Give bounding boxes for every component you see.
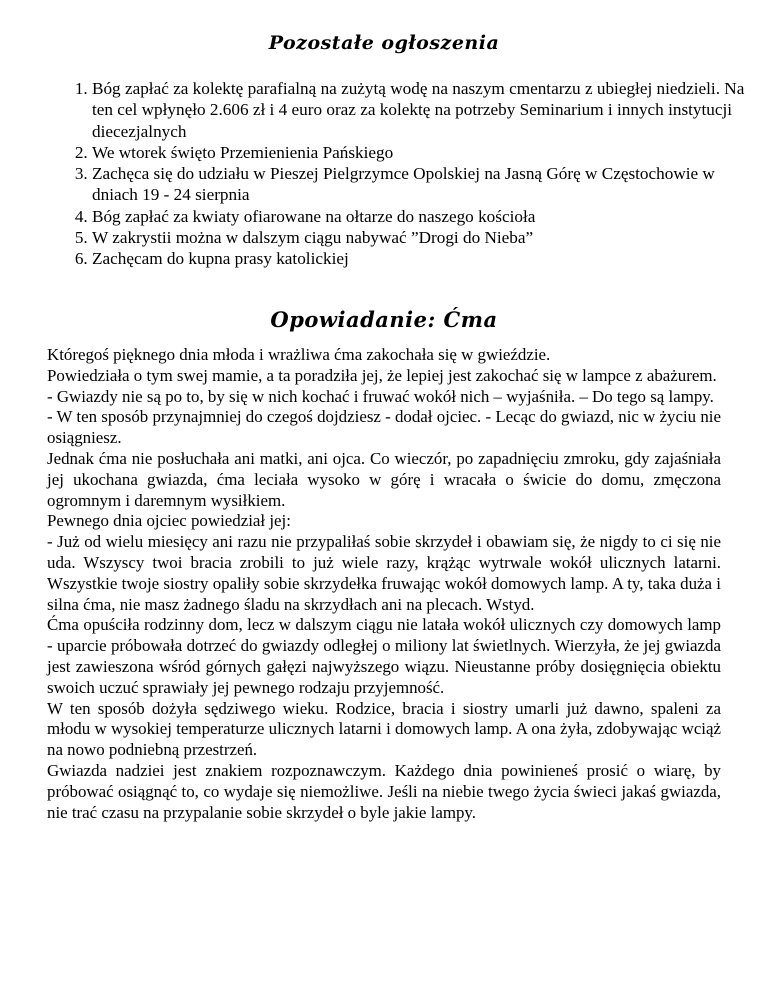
story-paragraph: - Gwiazdy nie są po to, by się w nich kochać i fruwać wokół nich – wyjaśniła. – Do tego są lampy. bbox=[47, 386, 714, 406]
list-item: 4. Bóg zapłać za kwiaty ofiarowane na ołtarze do naszego kościoła bbox=[92, 206, 756, 227]
story-paragraph: - Już od wielu miesięcy ani razu nie przypaliłaś sobie skrzydeł i obawiam się, że nigdy to ci się nie uda. Wszyscy twoi bracia zrobili to już wiele razy, krążąc wytrwale wokół ulicznych latarni. Wszystkie twoje siostry opaliły sobie skrzydełka fruwając wokół domowych lamp. A ty, taka duża i silna ćma, nie masz żadnego śladu na skrzydłach ani na plecach. Wstyd. bbox=[47, 532, 721, 614]
story-paragraph: Gwiazda nadziei jest znakiem rozpoznawczym. Każdego dnia powinieneś prosić o wiarę, by próbować osiągnąć to, co wydaje się niemożliwe. Jeśli na niebie twego życia świeci jakaś gwiazda, nie trać czasu na przypalanie sobie skrzydeł o byle jakie lampy. bbox=[47, 760, 721, 822]
story-paragraph: W ten sposób dożyła sędziwego wieku. Rodzice, bracia i siostry umarli już dawno, spaleni za młodu w wysokiej temperaturze ulicznych latarni i domowych lamp. A ona żyła, zdobywając wciąż na nowo podniebną przestrzeń. bbox=[47, 698, 721, 760]
story-paragraph: Któregoś pięknego dnia młoda i wrażliwa ćma zakochała się w gwieździe. bbox=[47, 345, 551, 364]
announcements-heading: Pozostałe ogłoszenia bbox=[268, 32, 500, 54]
list-item: 6. Zachęcam do kupna prasy katolickiej bbox=[92, 248, 756, 269]
story-heading: Opowiadanie: Ćma bbox=[270, 307, 498, 332]
story-body bbox=[47, 345, 721, 823]
story-paragraph: Powiedziała o tym swej mamie, a ta poradziła jej, że lepiej jest zakochać się w lampce z abażurem. bbox=[47, 365, 717, 385]
story-paragraph: - W ten sposób przynajmniej do czegoś dojdziesz - dodał ojciec. - Lecąc do gwiazd, nic w życiu nie osiągniesz. bbox=[47, 407, 721, 448]
story-paragraph: Ćma opuściła rodzinny dom, lecz w dalszym ciągu nie latała wokół ulicznych czy domowych lamp - uparcie próbowała dotrzeć do gwiazdy odległej o miliony lat świetlnych. Wierzyła, że jej gwiazda jest zawieszona wśród górnych gałęzi najwyższego wiązu. Nieustanne próby dosięgnięcia obiektu swoich uczuć sprawiały jej pewnego rodzaju przyjemność. bbox=[47, 615, 721, 697]
list-item: 1. Bóg zapłać za kolektę parafialną na zużytą wodę na naszym cmentarzu z ubiegłej niedzieli. Na ten cel wpłynęło 2.606 zł i 4 euro oraz za kolektę na potrzeby Seminarium i innych instytucji diecezjalnych bbox=[92, 78, 756, 142]
list-item: 5. W zakrystii można w dalszym ciągu nabywać ”Drogi do Nieba” bbox=[92, 227, 756, 248]
announcements-list bbox=[56, 78, 756, 270]
story-paragraph: Pewnego dnia ojciec powiedział jej: bbox=[47, 511, 291, 531]
list-item: 3. Zachęca się do udziału w Pieszej Pielgrzymce Opolskiej na Jasną Górę w Częstochowie w dniach 19 - 24 sierpnia bbox=[92, 163, 756, 206]
list-item: 2. We wtorek święto Przemienienia Pańskiego bbox=[92, 142, 756, 163]
story-paragraph: Jednak ćma nie posłuchała ani matki, ani ojca. Co wieczór, po zapadnięciu zmroku, gdy zajaśniała jej ukochana gwiazda, ćma leciała wysoko w górę i wracała o świcie do domu, zmęczona ogromnym i daremnym wysiłkiem. bbox=[47, 448, 721, 510]
